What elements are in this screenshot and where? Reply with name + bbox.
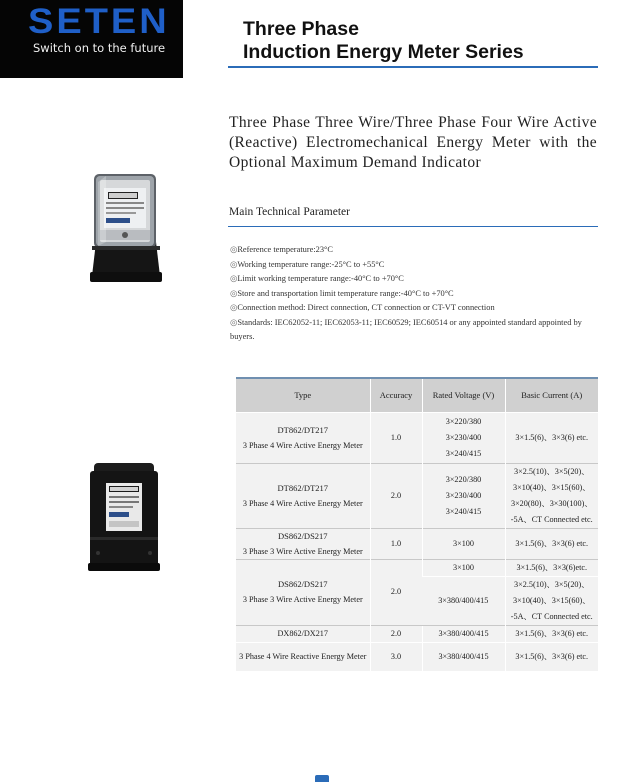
- circle-bullet-icon: ◎: [230, 274, 238, 283]
- page-number-tab: [315, 775, 329, 782]
- cell-accuracy: 1.0: [370, 528, 422, 559]
- spec-table: [236, 377, 598, 671]
- section-title: Main Technical Parameter: [229, 206, 350, 218]
- cell-accuracy: 2.0: [370, 559, 422, 625]
- cell-current: 3×2.5(10)、3×5(20)、 3×10(40)、3×15(60)、 3×20(80)、3×30(100)、 -5A、CT Connected etc.: [505, 463, 598, 528]
- circle-bullet-icon: ◎: [230, 245, 238, 254]
- cell-current: 3×1.5(6)、3×3(6) etc.: [505, 642, 598, 671]
- header-accuracy: Accuracy: [370, 378, 422, 412]
- cell-type: DT862/DT217 3 Phase 4 Wire Active Energy Meter: [236, 412, 370, 463]
- header-voltage: Rated Voltage (V): [422, 378, 505, 412]
- cell-type: 3 Phase 4 Wire Reactive Energy Meter: [236, 642, 370, 671]
- title-divider: [228, 66, 598, 68]
- cell-accuracy: 3.0: [370, 642, 422, 671]
- cell-current: 3×1.5(6)、3×3(6)etc.: [505, 559, 598, 576]
- header-type: Type: [236, 378, 370, 412]
- cell-voltage: 3×220/380 3×230/400 3×240/415: [422, 412, 505, 463]
- cell-current: 3×1.5(6)、3×3(6) etc.: [505, 412, 598, 463]
- page-title-line2: Induction Energy Meter Series: [243, 41, 524, 63]
- brand-logo: [0, 0, 183, 78]
- circle-bullet-icon: ◎: [230, 303, 238, 312]
- section-divider: [228, 226, 598, 227]
- cell-voltage: 3×380/400/415: [422, 642, 505, 671]
- cell-accuracy: 1.0: [370, 412, 422, 463]
- cell-voltage: 3×100: [422, 559, 505, 576]
- cell-current: 3×1.5(6)、3×3(6) etc.: [505, 625, 598, 642]
- meter-photo-transparent: [86, 172, 166, 284]
- brand-tagline: Switch on to the future: [33, 41, 166, 55]
- table-row: [236, 528, 598, 559]
- cell-voltage: 3×380/400/415: [422, 576, 505, 625]
- cell-accuracy: 2.0: [370, 625, 422, 642]
- parameter-item: ◎Working temperature range:-25°C to +55°C: [230, 259, 385, 269]
- page-title-line1: Three Phase: [243, 18, 359, 40]
- circle-bullet-icon: ◎: [230, 288, 238, 298]
- table-row: [236, 559, 598, 576]
- cell-voltage: 3×220/380 3×230/400 3×240/415: [422, 463, 505, 528]
- table-row: [236, 412, 598, 463]
- cell-type: DS862/DS217 3 Phase 3 Wire Active Energy Meter: [236, 528, 370, 559]
- parameter-item: ◎Store and transportation limit temperature range:-40°C to +70°C: [230, 288, 454, 298]
- circle-bullet-icon: ◎: [230, 317, 238, 327]
- table-header-row: [236, 378, 598, 412]
- parameter-item: ◎Reference temperature:23°C: [230, 245, 333, 254]
- header-current: Basic Current (A): [505, 378, 598, 412]
- cell-type: DT862/DT217 3 Phase 4 Wire Active Energy Meter: [236, 463, 370, 528]
- meter-photo-black: [84, 463, 164, 573]
- table-row: [236, 463, 598, 528]
- table-row: [236, 625, 598, 642]
- page-title: [243, 18, 524, 64]
- cell-voltage: 3×100: [422, 528, 505, 559]
- parameter-item: ◎Connection method: Direct connection, CT connection or CT-VT connection: [230, 303, 495, 312]
- cell-current: 3×2.5(10)、3×5(20)、 3×10(40)、3×15(60)、 -5A、CT Connected etc.: [505, 576, 598, 625]
- cell-current: 3×1.5(6)、3×3(6) etc.: [505, 528, 598, 559]
- cell-type: DX862/DX217: [236, 625, 370, 642]
- circle-bullet-icon: ◎: [230, 259, 238, 269]
- cell-accuracy: 2.0: [370, 463, 422, 528]
- cell-voltage: 3×380/400/415: [422, 625, 505, 642]
- parameter-list: [230, 243, 600, 345]
- parameter-item: ◎Limit working temperature range:-40°C to +70°C: [230, 274, 404, 283]
- table-row: [236, 642, 598, 671]
- product-heading: Three Phase Three Wire/Three Phase Four Wire Active (Reactive) Electromechanical Energy Meter with the Optional Maximum Demand Indicator: [229, 114, 597, 171]
- brand-name: SETEN: [28, 2, 170, 42]
- cell-type: DS862/DS217 3 Phase 3 Wire Active Energy Meter: [236, 559, 370, 625]
- parameter-item: ◎Standards: IEC62052-11; IEC62053-11; IEC60529; IEC60514 or any appointed standard appointed by buyers.: [230, 317, 582, 341]
